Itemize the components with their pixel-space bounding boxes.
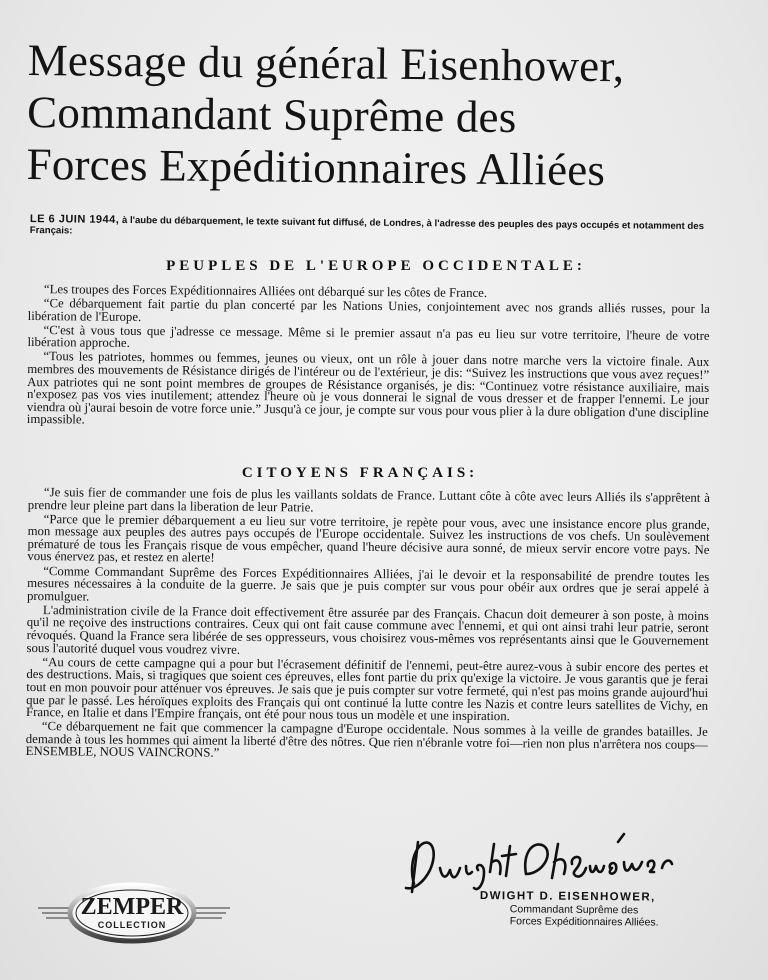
signatory-title-2: Forces Expéditionnaires Alliées. xyxy=(509,915,659,929)
paragraph: “Comme Commandant Suprême des Forces Expéditionnaires Alliées, j'ai le devoir et la responsabilité de prendre toutes les mesures nécessaires à la conduite de la guerre. Je sais que je puis compter sur vous pour obéir aux ordres que je serai appelé à promulguer. xyxy=(26,563,710,604)
title-line-1: Message du général Eisenhower, xyxy=(27,34,625,92)
section-body-citoyens xyxy=(26,486,710,765)
intro-note xyxy=(30,214,720,243)
section-heading-peuples: PEUPLES DE L'EUROPE OCCIDENTALE: xyxy=(166,258,586,274)
paragraph: “Au cours de cette campagne qui a pour but l'écrasement définitif de l'ennemi, peut-être aurez-vous à subir encore des pertes et des destructions. Mais, si tragiques que soient ces épreuves, elles font partie du prix qu'exige la victoire. Je vous garantis que je ferai tout en mon pouvoir pour atténuer vos épreuves. Je sais que je puis compter sur votre fermeté, qui n'est pas moins grande aujourd'hui que par le passé. Les héroïques exploits des Français qui ont continué la lutte contre les Nazis et contre leurs satellites de Vichy, en France, en Italie et dans l'Empire français, ont été pour nous tous un modèle et une inspiration. xyxy=(25,654,709,724)
section-body-peuples xyxy=(27,283,710,433)
paragraph: “Ce débarquement fait partie du plan concerté par les Nations Unies, conjointement avec nos grands alliés russes, pour la libération de l'Europe. xyxy=(27,296,710,324)
paragraph: “Je suis fier de commander une fois de plus les vaillants soldats de France. Luttant côte à côte avec leurs Alliés ils s'apprêtent à prendre leur pleine part dans la liberation de leur Patrie. xyxy=(27,485,710,515)
paragraph: “Tous les patriotes, hommes ou femmes, jeunes ou vieux, ont un rôle à jouer dans notre marche vers la victoire finale. Aux membres des mouvements de Résistance dirigés de l'intéreur ou de l'extérieur, je dis: “Suivez les instructions que vous avez reçues!” Aux patriotes qui ne sont point membres de groupes de Résistance organisés, je dis: “Continuez votre résistance auxiliaire, mais n'exposez pas vos vies inutilement; attendez l'heure où je vous donnerai le signal de vous dresser et de frapper l'ennemi. Le jour viendra où j'aurai besoin de votre force unie.” Jusqu'à ce jour, je compte sur vous pour vous plier à la dure obligation d'une discipline impassible. xyxy=(26,349,710,427)
paragraph: “Ce débarquement ne fait que commencer la campagne d'Europe occidentale. Nous sommes à la veille de grandes batailles. Je demande à tous les hommes qui aiment la liberté d'être des nôtres. Que rien n'ébranle votre foi—rien non plus n'arrêtera nos coups—ENSEMBLE, NOUS VAINCRONS.” xyxy=(25,719,708,761)
signatory-title-1: Commandant Suprême des xyxy=(509,903,639,917)
title-line-3: Forces Expéditionnaires Alliées xyxy=(26,138,606,196)
handwritten-signature xyxy=(392,822,692,900)
paragraph: “Parce que le premier débarquement a eu lieu sur votre territoire, je repète pour vous, avec une insistance encore plus grande, mon message aux peuples des autres pays occupés de l'Europe occidentale. Suivez les instructions de vos chefs. Un soulèvement prématuré de tous les Français risque de vous empêcher, quand l'heure décisive aura sonné, de mieux servir encore votre pays. Ne vous énervez pas, et restez en alerte! xyxy=(27,511,710,566)
logo-word-zemper: ZEMPER xyxy=(80,894,184,920)
title-line-2: Commandant Suprême des xyxy=(26,86,517,143)
zemper-collection-logo xyxy=(36,880,236,946)
logo-word-collection: COLLECTION xyxy=(97,920,167,930)
intro-date: LE 6 JUIN 1944, xyxy=(29,213,120,226)
paragraph: “C'est à vous tous que j'adresse ce message. Même si le premier assaut n'a pas eu lieu sur votre territoire, l'heure de votre libération approche. xyxy=(27,322,710,351)
paragraph: “Les troupes des Forces Expéditionnaires Alliées ont débarqué sur les côtes de France. xyxy=(43,282,488,301)
signatory-block xyxy=(480,890,740,929)
document-title xyxy=(26,34,748,198)
paragraph: L'administration civile de la France doit effectivement être assurée par des Français. Chacun doit demeurer à son poste, à moins qu'il ne reçoive des instructions contraires. Ceux qui ont fait cause commune avec l'ennemi, et qui ont ainsi trahi leur patrie, seront révoqués. Quand la France sera libérée de ses oppresseurs, vous choisirez vous-mêmes vos représentants ainsi que le Gouvernement sous l'autorité duquel vous voudrez vivre. xyxy=(26,602,709,657)
section-heading-citoyens: CITOYENS FRANÇAIS: xyxy=(241,465,479,481)
intro-text: à l'aube du débarquement, le texte suivant fut diffusé, de Londres, à l'adresse des peuples des pays occupés et notamment des Français: xyxy=(29,214,705,237)
signatory-name: DWIGHT D. EISENHOWER, xyxy=(479,890,656,904)
